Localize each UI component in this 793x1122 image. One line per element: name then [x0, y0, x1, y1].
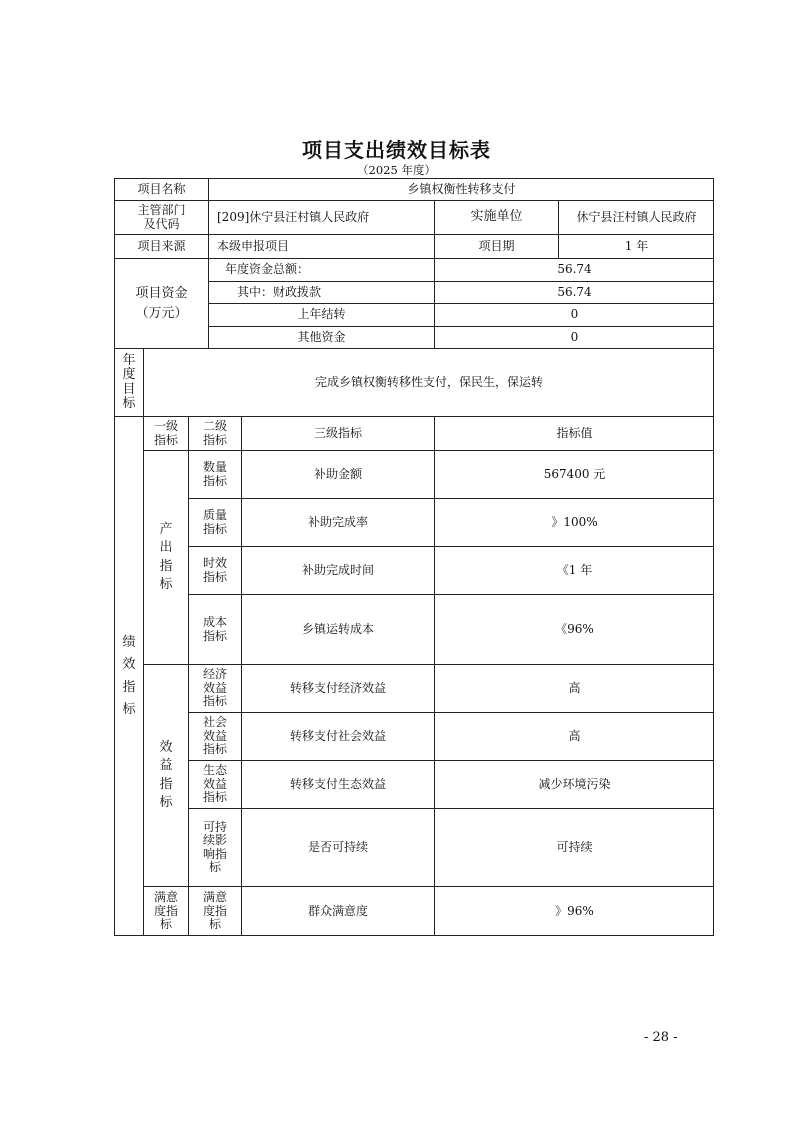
fiscal-allocation-label: 其中：财政拨款: [208, 281, 434, 303]
project-name-value: 乡镇权衡性转移支付: [208, 178, 714, 200]
ecological-benefit-value: 减少环境污染: [434, 760, 714, 808]
other-funds-value: 0: [434, 326, 714, 348]
quantity-indicator-label: 数量指标: [188, 450, 241, 498]
annual-total-label: 年度资金总额：: [208, 258, 434, 281]
project-source-value: 本级申报项目: [208, 234, 434, 258]
satisfaction-level2-label: 满意度指标: [188, 886, 241, 936]
project-period-value: 1 年: [558, 234, 714, 258]
carryover-label: 上年结转: [208, 303, 434, 326]
project-period-label: 项目期: [434, 234, 558, 258]
operating-cost-value: 《96%: [434, 594, 714, 664]
public-satisfaction-label: 群众满意度: [241, 886, 434, 936]
project-name-label: 项目名称: [114, 178, 208, 200]
page-number: - 28 -: [644, 1030, 678, 1045]
carryover-value: 0: [434, 303, 714, 326]
public-satisfaction-value: 》96%: [434, 886, 714, 936]
completion-time-label: 补助完成时间: [241, 546, 434, 594]
benefit-indicators-label: 效益指标: [143, 664, 188, 886]
subsidy-amount-value: 567400 元: [434, 450, 714, 498]
completion-rate-value: 》100%: [434, 498, 714, 546]
other-funds-label: 其他资金: [208, 326, 434, 348]
output-indicators-label: 产出指标: [143, 450, 188, 664]
annual-goal-label: 年度目标: [114, 348, 143, 416]
quality-indicator-label: 质量指标: [188, 498, 241, 546]
fiscal-allocation-value: 56.74: [434, 281, 714, 303]
ecological-benefit-label: 转移支付生态效益: [241, 760, 434, 808]
completion-rate-label: 补助完成率: [241, 498, 434, 546]
sustainability-value: 可持续: [434, 808, 714, 886]
subsidy-amount-label: 补助金额: [241, 450, 434, 498]
level3-header: 三级指标: [241, 416, 434, 450]
sustainability-indicator-label: 可持续影响指标: [188, 808, 241, 886]
department-value: [209]休宁县汪村镇人民政府: [208, 200, 434, 234]
project-funds-label: 项目资金（万元）: [114, 258, 208, 348]
social-benefit-label: 转移支付社会效益: [241, 712, 434, 760]
ecological-benefit-indicator-label: 生态效益指标: [188, 760, 241, 808]
operating-cost-label: 乡镇运转成本: [241, 594, 434, 664]
social-benefit-indicator-label: 社会效益指标: [188, 712, 241, 760]
timeliness-indicator-label: 时效指标: [188, 546, 241, 594]
economic-benefit-value: 高: [434, 664, 714, 712]
year-subtitle: （2025 年度）: [357, 163, 436, 177]
cost-indicator-label: 成本指标: [188, 594, 241, 664]
economic-benefit-label: 转移支付经济效益: [241, 664, 434, 712]
social-benefit-value: 高: [434, 712, 714, 760]
implementing-unit-value: 休宁县汪村镇人民政府: [558, 200, 714, 234]
page-title: 项目支出绩效目标表: [302, 138, 491, 162]
satisfaction-indicators-label: 满意度指标: [143, 886, 188, 936]
level1-header: 一级指标: [143, 416, 188, 450]
performance-target-table: [114, 178, 714, 936]
sustainability-label: 是否可持续: [241, 808, 434, 886]
completion-time-value: 《1 年: [434, 546, 714, 594]
annual-goal-value: 完成乡镇权衡转移性支付，保民生，保运转: [143, 348, 714, 416]
level2-header: 二级指标: [188, 416, 241, 450]
performance-indicators-label: 绩效指标: [114, 416, 143, 936]
department-label: 主管部门及代码: [114, 200, 208, 234]
project-source-label: 项目来源: [114, 234, 208, 258]
economic-benefit-indicator-label: 经济效益指标: [188, 664, 241, 712]
annual-total-value: 56.74: [434, 258, 714, 281]
indicator-value-header: 指标值: [434, 416, 714, 450]
implementing-unit-label: 实施单位: [434, 200, 558, 234]
